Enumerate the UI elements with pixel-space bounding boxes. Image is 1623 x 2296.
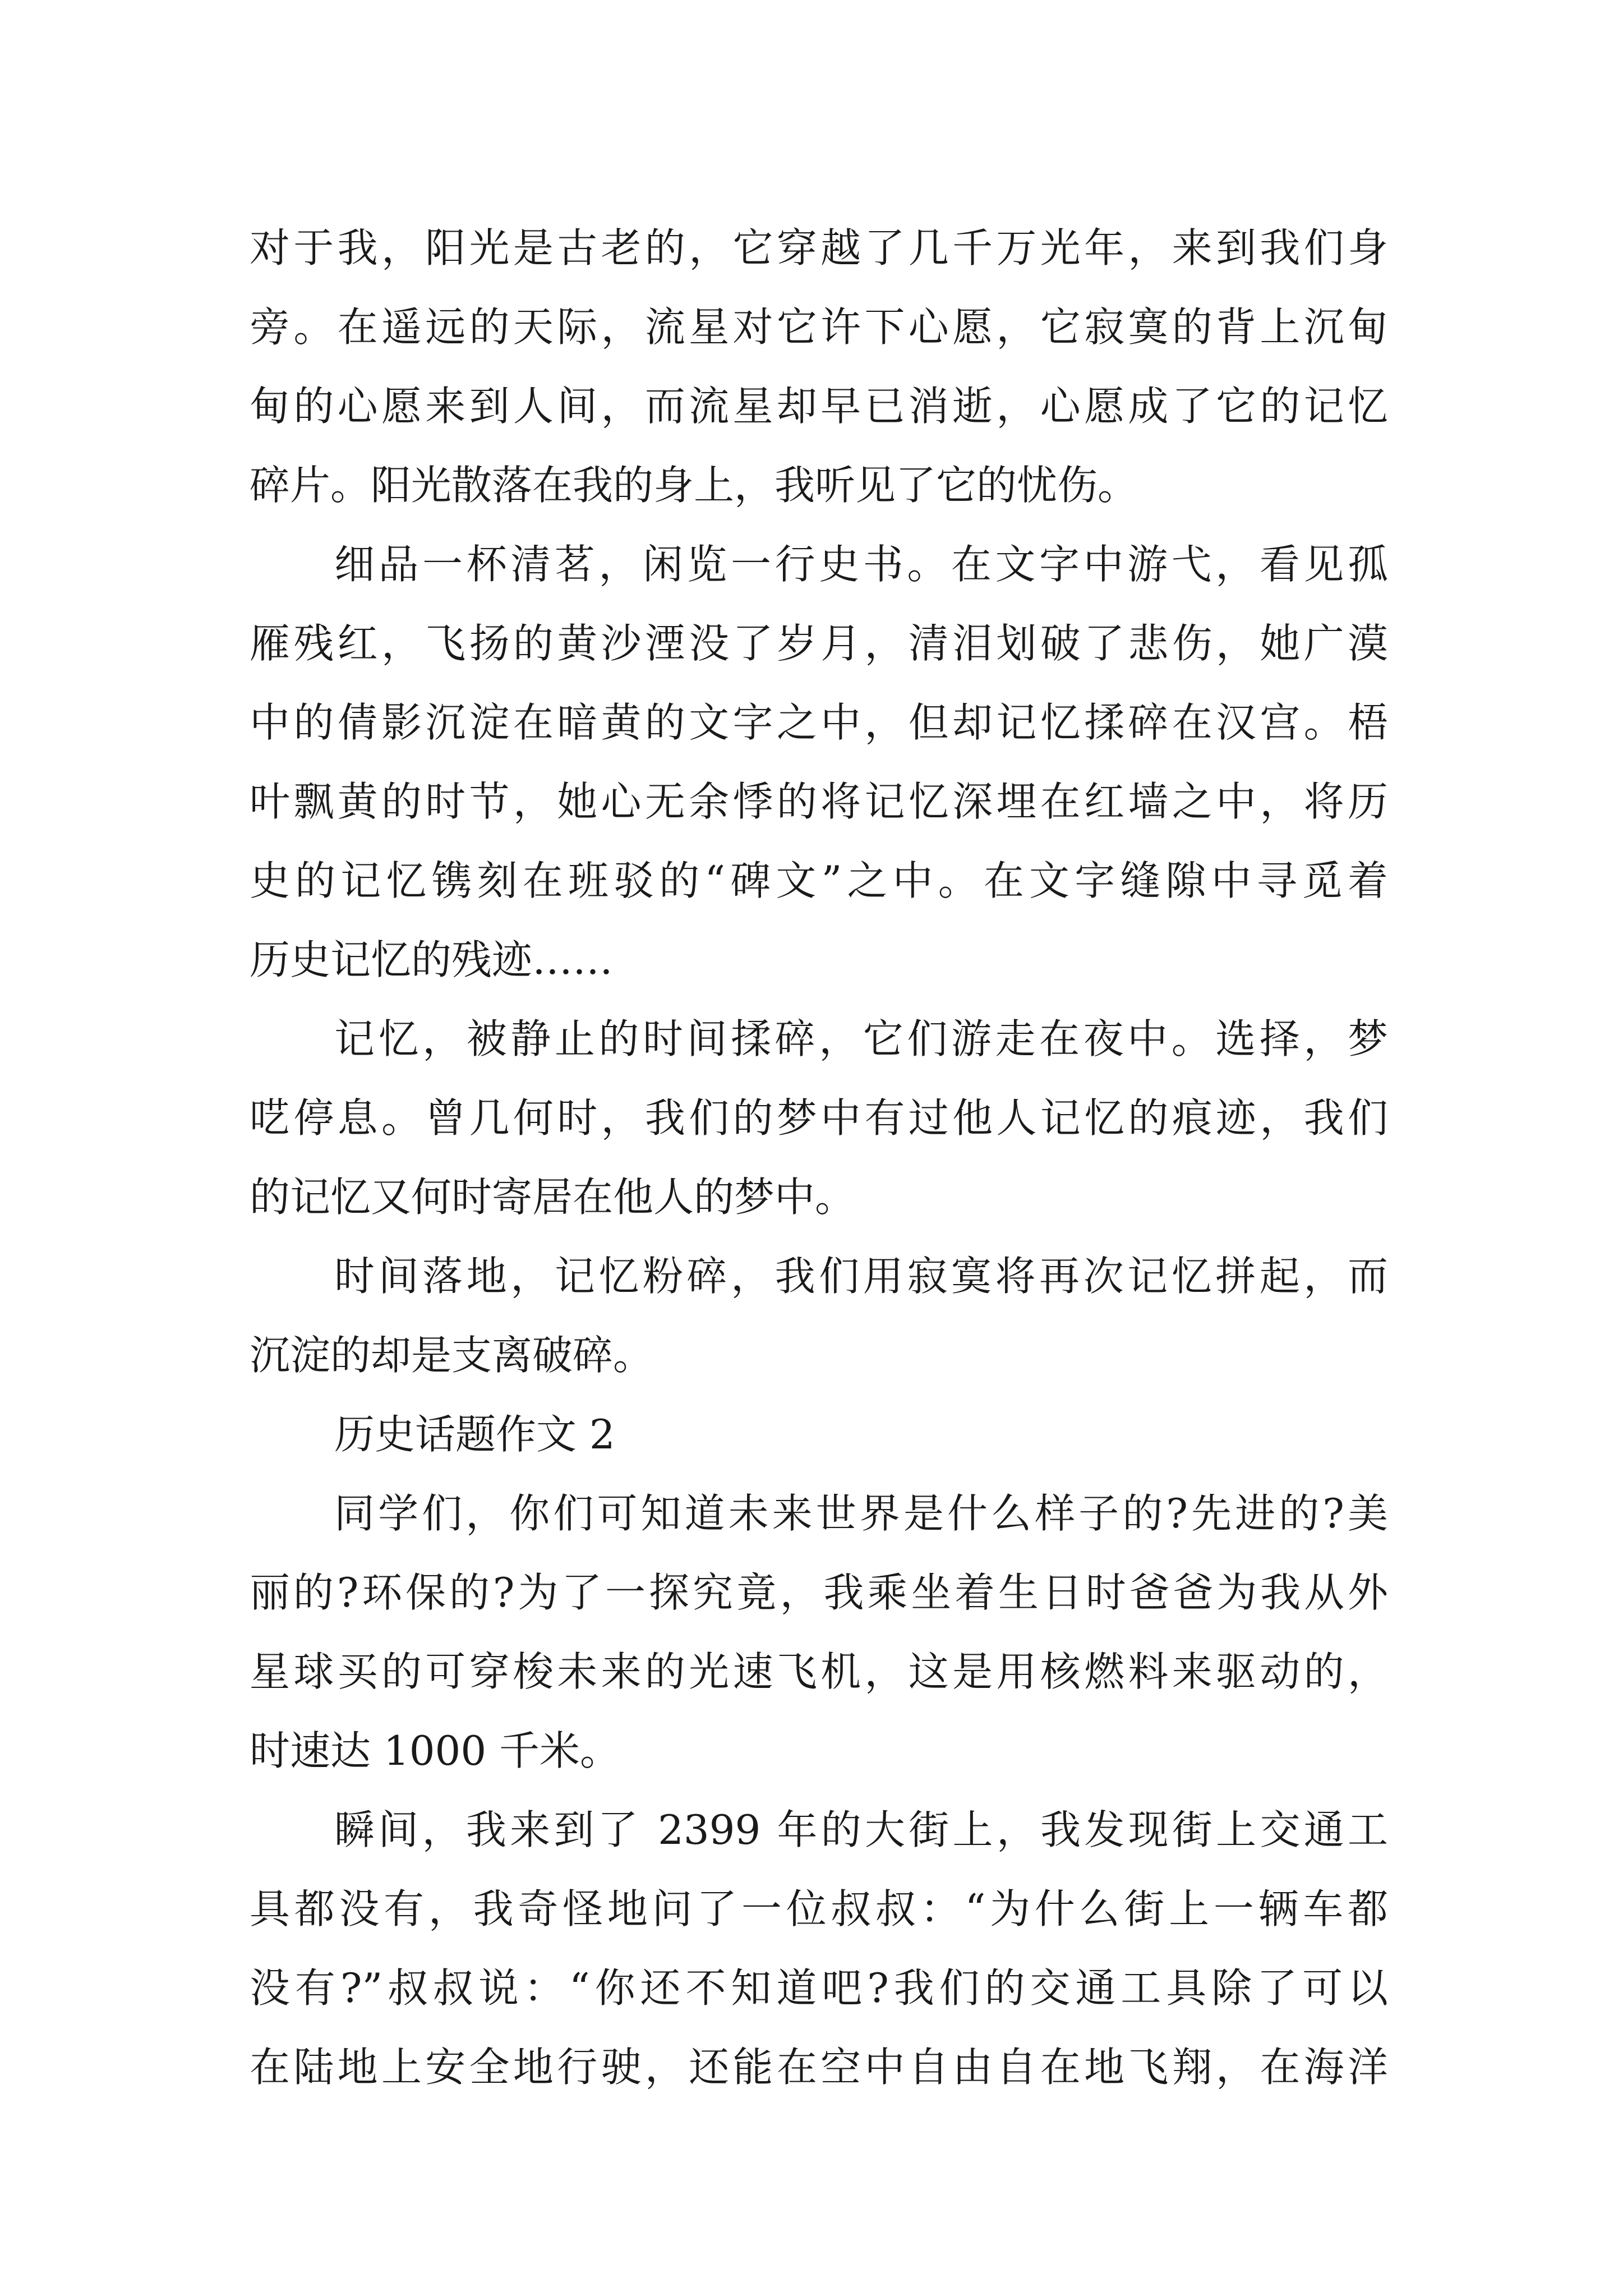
text-line: 呓停息。曾几何时，我们的梦中有过他人记忆的痕迹，我们: [250, 1094, 1388, 1142]
text-line: 旁。在遥远的天际，流星对它许下心愿，它寂寞的背上沉甸: [250, 303, 1388, 351]
text-line: 沉淀的却是支离破碎。: [250, 1332, 654, 1379]
text-line: 瞬间，我来到了 2399 年的大街上，我发现街上交通工: [334, 1806, 1388, 1853]
text-line: 没有?”叔叔说：“你还不知道吧?我们的交通工具除了可以: [250, 1964, 1388, 2012]
section-heading: 历史话题作文 2: [334, 1411, 615, 1458]
text-line: 在陆地上安全地行驶，还能在空中自由自在地飞翔，在海洋: [250, 2044, 1388, 2091]
document-body: [250, 209, 1388, 2107]
text-line: 时速达 1000 千米。: [250, 1727, 621, 1774]
text-line: 时间落地，记忆粉碎，我们用寂寞将再次记忆拼起，而: [334, 1253, 1388, 1300]
text-line: 史的记忆镌刻在班驳的“碑文”之中。在文字缝隙中寻觅着: [250, 857, 1388, 904]
text-line: 历史记忆的残迹……: [250, 936, 614, 983]
text-line: 细品一杯清茗，闲览一行史书。在文字中游弋，看见孤: [334, 541, 1388, 588]
text-line: 甸的心愿来到人间，而流星却早已消逝，心愿成了它的记忆: [250, 383, 1388, 430]
text-line: 碎片。阳光散落在我的身上，我听见了它的忧伤。: [250, 462, 1138, 509]
text-line: 同学们，你们可知道未来世界是什么样子的?先进的?美: [334, 1490, 1388, 1537]
text-line: 雁残红，飞扬的黄沙湮没了岁月，清泪划破了悲伤，她广漠: [250, 620, 1388, 667]
text-line: 丽的?环保的?为了一探究竟，我乘坐着生日时爸爸为我从外: [250, 1569, 1388, 1616]
text-line: 星球买的可穿梭未来的光速飞机，这是用核燃料来驱动的，: [250, 1648, 1388, 1695]
text-line: 中的倩影沉淀在暗黄的文字之中，但却记忆揉碎在汉宫。梧: [250, 699, 1388, 746]
text-line: 具都没有，我奇怪地问了一位叔叔：“为什么街上一辆车都: [250, 1885, 1388, 1932]
text-line: 的记忆又何时寄居在他人的梦中。: [250, 1174, 856, 1221]
text-line: 记忆，被静止的时间揉碎，它们游走在夜中。选择，梦: [334, 1015, 1388, 1062]
text-line: 对于我，阳光是古老的，它穿越了几千万光年，来到我们身: [250, 224, 1388, 272]
text-line: 叶飘黄的时节，她心无余悸的将记忆深埋在红墙之中，将历: [250, 778, 1388, 825]
